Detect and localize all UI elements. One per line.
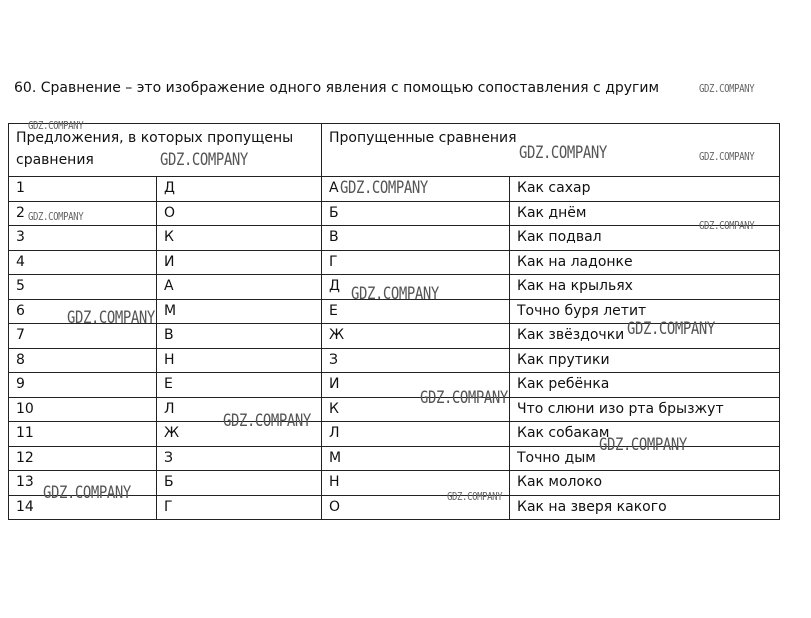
table-row [9,471,780,496]
sentence-letter-cell: Ж [157,422,322,447]
comparison-letter-cell: М [322,446,510,471]
table-row [9,324,780,349]
comparison-text-cell: Как звёздочки [510,324,780,349]
table-row [9,299,780,324]
header-sentences: Предложения, в которых пропущены сравнения [9,124,322,177]
sentence-letter-cell: В [157,324,322,349]
sentence-number-cell: 11 [9,422,157,447]
watermark: GDZ.COMPANY [699,219,755,232]
table-row [9,397,780,422]
comparison-text-cell: Как прутики [510,348,780,373]
table-row [9,495,780,520]
table-row [9,177,780,202]
table-row [9,422,780,447]
comparison-letter-cell: Ж [322,324,510,349]
comparison-text-cell: Точно дым [510,446,780,471]
comparison-letter-cell: З [322,348,510,373]
sentence-letter-cell: Г [157,495,322,520]
sentence-number-cell: 5 [9,275,157,300]
comparison-letter-cell: В [322,226,510,251]
sentence-number-cell: 3 [9,226,157,251]
comparison-letter-cell: Б [322,201,510,226]
comparison-letter-cell: Г [322,250,510,275]
sentence-number-cell: 6 [9,299,157,324]
sentence-letter-cell: Н [157,348,322,373]
watermark: GDZ.COMPANY [340,178,428,198]
watermark: GDZ.COMPANY [699,82,755,95]
sentence-letter-cell: О [157,201,322,226]
comparison-text-cell: Точно буря летит [510,299,780,324]
sentence-letter-cell: Л [157,397,322,422]
comparison-text-cell: Как ребёнка [510,373,780,398]
header-comparisons: Пропущенные сравнения [322,124,780,177]
watermark: GDZ.COMPANY [223,411,311,431]
comparison-text-cell: Как сахар [510,177,780,202]
watermark: GDZ.COMPANY [160,150,248,170]
sentence-letter-cell: М [157,299,322,324]
watermark: GDZ.COMPANY [67,308,155,328]
sentence-letter-cell: Б [157,471,322,496]
watermark: GDZ.COMPANY [420,388,508,408]
comparison-letter-cell: Е [322,299,510,324]
table-row [9,226,780,251]
watermark: GDZ.COMPANY [627,319,715,339]
comparison-text-cell: Как днём [510,201,780,226]
sentence-number-cell: 4 [9,250,157,275]
sentence-letter-cell: Д [157,177,322,202]
sentence-number-cell: 13 [9,471,157,496]
watermark: GDZ.COMPANY [28,210,84,223]
sentence-number-cell: 14 [9,495,157,520]
sentence-letter-cell: З [157,446,322,471]
comparison-text-cell: Как молоко [510,471,780,496]
table-row [9,446,780,471]
comparison-letter-cell: О [322,495,510,520]
comparison-table [8,123,780,520]
watermark: GDZ.COMPANY [43,483,131,503]
sentence-letter-cell: И [157,250,322,275]
table-header-row [9,124,780,177]
sentence-number-cell: 2 [9,201,157,226]
sentence-letter-cell: Е [157,373,322,398]
table-row [9,275,780,300]
comparison-text-cell: Как подвал [510,226,780,251]
watermark: GDZ.COMPANY [599,435,687,455]
comparison-text-cell: Как на зверя какого [510,495,780,520]
comparison-letter-cell: Н [322,471,510,496]
comparison-text-cell: Как на крыльях [510,275,780,300]
watermark: GDZ.COMPANY [447,490,503,503]
comparison-letter-cell: Л [322,422,510,447]
sentence-number-cell: 12 [9,446,157,471]
comparison-letter-cell: И [322,373,510,398]
comparison-letter-cell: Д [322,275,510,300]
comparison-text-cell: Как собакам [510,422,780,447]
watermark: GDZ.COMPANY [28,119,84,132]
comparison-letter-cell: К [322,397,510,422]
watermark: GDZ.COMPANY [351,284,439,304]
comparison-text-cell: Как на ладонке [510,250,780,275]
comparison-letter-cell: А [322,177,510,202]
table-row [9,373,780,398]
watermark: GDZ.COMPANY [699,150,755,163]
sentence-number-cell: 9 [9,373,157,398]
table-row [9,250,780,275]
sentence-number-cell: 10 [9,397,157,422]
exercise-heading: 60. Сравнение – это изображение одного явления с помощью сопоставления с другим [14,80,660,96]
table-row [9,348,780,373]
watermark: GDZ.COMPANY [519,143,607,163]
sentence-number-cell: 7 [9,324,157,349]
sentence-letter-cell: А [157,275,322,300]
sentence-number-cell: 1 [9,177,157,202]
table-row [9,201,780,226]
comparison-text-cell: Что слюни изо рта брызжут [510,397,780,422]
sentence-letter-cell: К [157,226,322,251]
sentence-number-cell: 8 [9,348,157,373]
